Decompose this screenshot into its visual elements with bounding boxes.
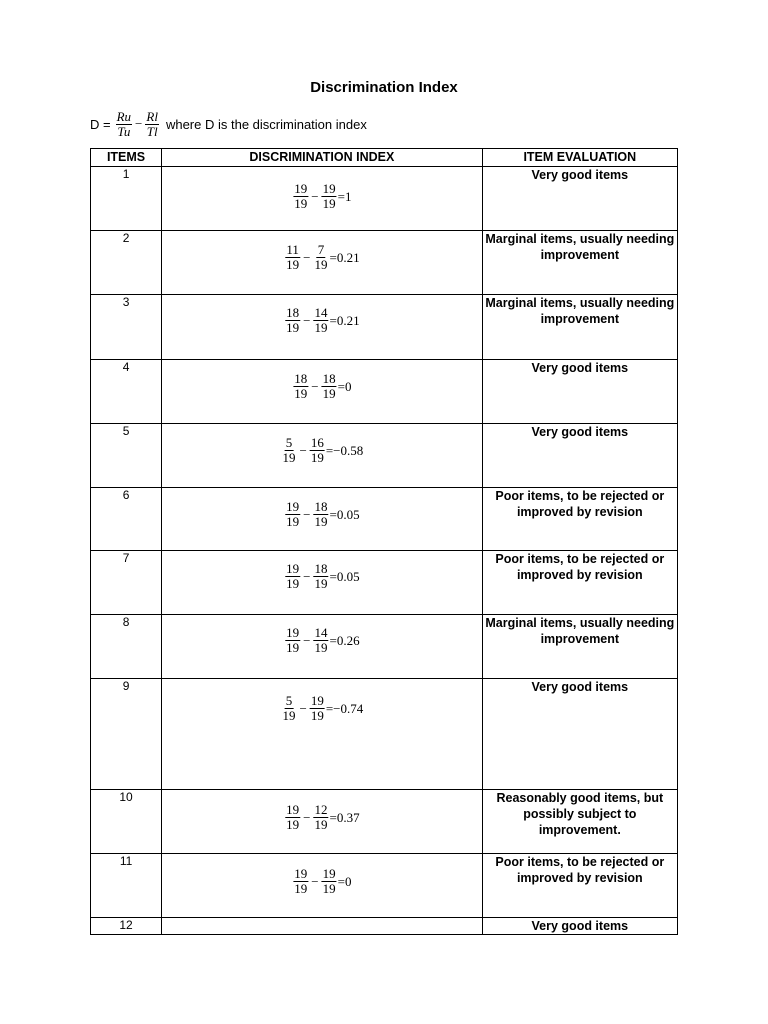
upper-denominator: 19 [294, 196, 308, 211]
minus-operator: − [303, 249, 311, 265]
item-evaluation: Poor items, to be rejected or improved by revision [482, 551, 677, 615]
minus-operator: − [303, 632, 311, 648]
upper-denominator: 19 [286, 257, 300, 272]
discrimination-index-cell [162, 167, 483, 231]
header-item-evaluation: ITEM EVALUATION [482, 149, 677, 167]
lower-denominator: 19 [314, 320, 328, 335]
item-number: 6 [91, 488, 162, 551]
item-number: 7 [91, 551, 162, 615]
index-expression [280, 694, 363, 723]
upper-numerator: 18 [286, 305, 300, 320]
upper-numerator: 19 [286, 802, 300, 817]
formula-operator: − [135, 116, 143, 131]
upper-group-fraction [285, 803, 300, 832]
discrimination-index-cell [162, 790, 483, 854]
table-row [91, 615, 678, 679]
item-evaluation: Very good items [482, 424, 677, 488]
item-evaluation: Marginal items, usually needing improvement [482, 295, 677, 360]
formula-prefix: D = [90, 116, 111, 132]
lower-numerator: 18 [314, 499, 328, 514]
item-number: 4 [91, 360, 162, 424]
minus-operator: − [311, 188, 319, 204]
formula-numerator-rl: Rl [146, 108, 158, 124]
upper-numerator: 18 [294, 371, 308, 386]
lower-group-fraction [322, 182, 337, 211]
lower-group-fraction [310, 436, 325, 465]
upper-numerator: 19 [286, 625, 300, 640]
table-row [91, 231, 678, 295]
item-evaluation: Marginal items, usually needing improvement [482, 615, 677, 679]
upper-numerator: 19 [286, 561, 300, 576]
index-expression [292, 372, 351, 401]
index-expression [292, 182, 351, 211]
minus-operator: − [311, 873, 319, 889]
table-header-row [91, 149, 678, 167]
lower-denominator: 19 [314, 640, 328, 655]
lower-group-fraction [314, 803, 329, 832]
item-evaluation: Very good items [482, 918, 677, 935]
table-row [91, 295, 678, 360]
discrimination-index-cell [162, 231, 483, 295]
discrimination-index-cell [162, 360, 483, 424]
lower-group-fraction [314, 243, 329, 272]
index-expression [284, 243, 359, 272]
discrimination-index-cell [162, 854, 483, 918]
lower-denominator: 19 [310, 708, 324, 723]
index-result: =1 [337, 188, 352, 204]
lower-numerator: 19 [310, 693, 324, 708]
upper-numerator: 5 [285, 693, 293, 708]
lower-group-fraction [314, 500, 329, 529]
index-expression [284, 500, 359, 529]
index-result: =0.21 [329, 249, 360, 265]
formula-expression [115, 110, 160, 139]
minus-operator: − [311, 378, 319, 394]
upper-numerator: 19 [294, 181, 308, 196]
lower-group-fraction [314, 306, 329, 335]
index-expression [284, 803, 359, 832]
table-row [91, 488, 678, 551]
item-number: 1 [91, 167, 162, 231]
minus-operator: − [303, 506, 311, 522]
lower-group-fraction [314, 562, 329, 591]
discrimination-index-cell [162, 551, 483, 615]
upper-group-fraction [285, 626, 300, 655]
upper-group-fraction [285, 562, 300, 591]
lower-numerator: 14 [314, 305, 328, 320]
index-expression [284, 306, 359, 335]
formula-numerator-ru: Ru [116, 108, 132, 124]
minus-operator: − [299, 442, 307, 458]
index-result: =0.21 [329, 312, 360, 328]
discrimination-index-cell [162, 424, 483, 488]
lower-denominator: 19 [314, 514, 328, 529]
upper-denominator: 19 [286, 514, 300, 529]
item-evaluation: Very good items [482, 679, 677, 790]
item-evaluation: Very good items [482, 360, 677, 424]
index-result: =−0.74 [325, 700, 364, 716]
upper-numerator: 11 [286, 242, 299, 257]
upper-group-fraction [285, 306, 300, 335]
upper-group-fraction [285, 500, 300, 529]
lower-numerator: 19 [322, 181, 336, 196]
item-evaluation: Reasonably good items, but possibly subject to improvement. [482, 790, 677, 854]
table-row [91, 551, 678, 615]
item-number: 12 [91, 918, 162, 935]
lower-denominator: 19 [322, 386, 336, 401]
discrimination-index-cell [162, 488, 483, 551]
header-discrimination-index: DISCRIMINATION INDEX [162, 149, 483, 167]
lower-denominator: 19 [314, 817, 328, 832]
item-number: 2 [91, 231, 162, 295]
item-number: 9 [91, 679, 162, 790]
index-expression [284, 626, 359, 655]
index-expression [284, 562, 359, 591]
item-evaluation: Poor items, to be rejected or improved by revision [482, 854, 677, 918]
upper-numerator: 19 [294, 866, 308, 881]
index-expression [280, 436, 363, 465]
upper-denominator: 19 [286, 576, 300, 591]
index-result: =0.05 [329, 568, 360, 584]
upper-numerator: 5 [285, 435, 293, 450]
upper-denominator: 19 [294, 386, 308, 401]
formula-definition [90, 107, 367, 141]
upper-denominator: 19 [294, 881, 308, 896]
upper-denominator: 19 [286, 640, 300, 655]
lower-numerator: 18 [314, 561, 328, 576]
minus-operator: − [303, 809, 311, 825]
discrimination-index-cell [162, 295, 483, 360]
item-evaluation: Marginal items, usually needing improvement [482, 231, 677, 295]
upper-group-fraction [293, 867, 308, 896]
upper-group-fraction [293, 182, 308, 211]
lower-denominator: 19 [314, 257, 328, 272]
upper-denominator: 19 [282, 450, 296, 465]
upper-denominator: 19 [282, 708, 296, 723]
formula-fraction-upper [116, 110, 132, 139]
lower-denominator: 19 [310, 450, 324, 465]
item-number: 8 [91, 615, 162, 679]
table-row [91, 854, 678, 918]
upper-denominator: 19 [286, 817, 300, 832]
upper-group-fraction [293, 372, 308, 401]
lower-numerator: 16 [310, 435, 324, 450]
formula-description: where D is the discrimination index [165, 116, 367, 132]
lower-numerator: 19 [322, 866, 336, 881]
lower-numerator: 14 [314, 625, 328, 640]
discrimination-index-cell [162, 918, 483, 935]
table-row [91, 360, 678, 424]
table-row [91, 424, 678, 488]
index-result: =0.37 [329, 809, 360, 825]
item-evaluation: Poor items, to be rejected or improved by revision [482, 488, 677, 551]
upper-group-fraction [281, 694, 296, 723]
table-row [91, 790, 678, 854]
index-result: =0 [337, 378, 352, 394]
formula-denominator-tu: Tu [117, 123, 131, 139]
index-result: =0 [337, 873, 352, 889]
discrimination-table [90, 148, 678, 935]
upper-group-fraction [281, 436, 296, 465]
upper-numerator: 19 [286, 499, 300, 514]
item-evaluation: Very good items [482, 167, 677, 231]
lower-denominator: 19 [314, 576, 328, 591]
lower-group-fraction [314, 626, 329, 655]
upper-group-fraction [285, 243, 300, 272]
minus-operator: − [303, 312, 311, 328]
index-expression [292, 867, 351, 896]
lower-group-fraction [310, 694, 325, 723]
table-row [91, 679, 678, 790]
item-number: 5 [91, 424, 162, 488]
table-row [91, 167, 678, 231]
index-result: =−0.58 [325, 442, 364, 458]
minus-operator: − [303, 568, 311, 584]
index-result: =0.26 [329, 632, 360, 648]
lower-group-fraction [322, 867, 337, 896]
item-number: 10 [91, 790, 162, 854]
lower-denominator: 19 [322, 881, 336, 896]
minus-operator: − [299, 700, 307, 716]
discrimination-index-cell [162, 679, 483, 790]
item-number: 3 [91, 295, 162, 360]
table-row [91, 918, 678, 935]
upper-denominator: 19 [286, 320, 300, 335]
index-result: =0.05 [329, 506, 360, 522]
formula-denominator-tl: Tl [146, 123, 158, 139]
lower-numerator: 7 [317, 242, 325, 257]
lower-numerator: 18 [322, 371, 336, 386]
discrimination-index-cell [162, 615, 483, 679]
lower-denominator: 19 [322, 196, 336, 211]
formula-fraction-lower [145, 110, 159, 139]
header-items: ITEMS [91, 149, 162, 167]
item-number: 11 [91, 854, 162, 918]
page-title: Discrimination Index [310, 79, 458, 96]
lower-group-fraction [322, 372, 337, 401]
lower-numerator: 12 [314, 802, 328, 817]
